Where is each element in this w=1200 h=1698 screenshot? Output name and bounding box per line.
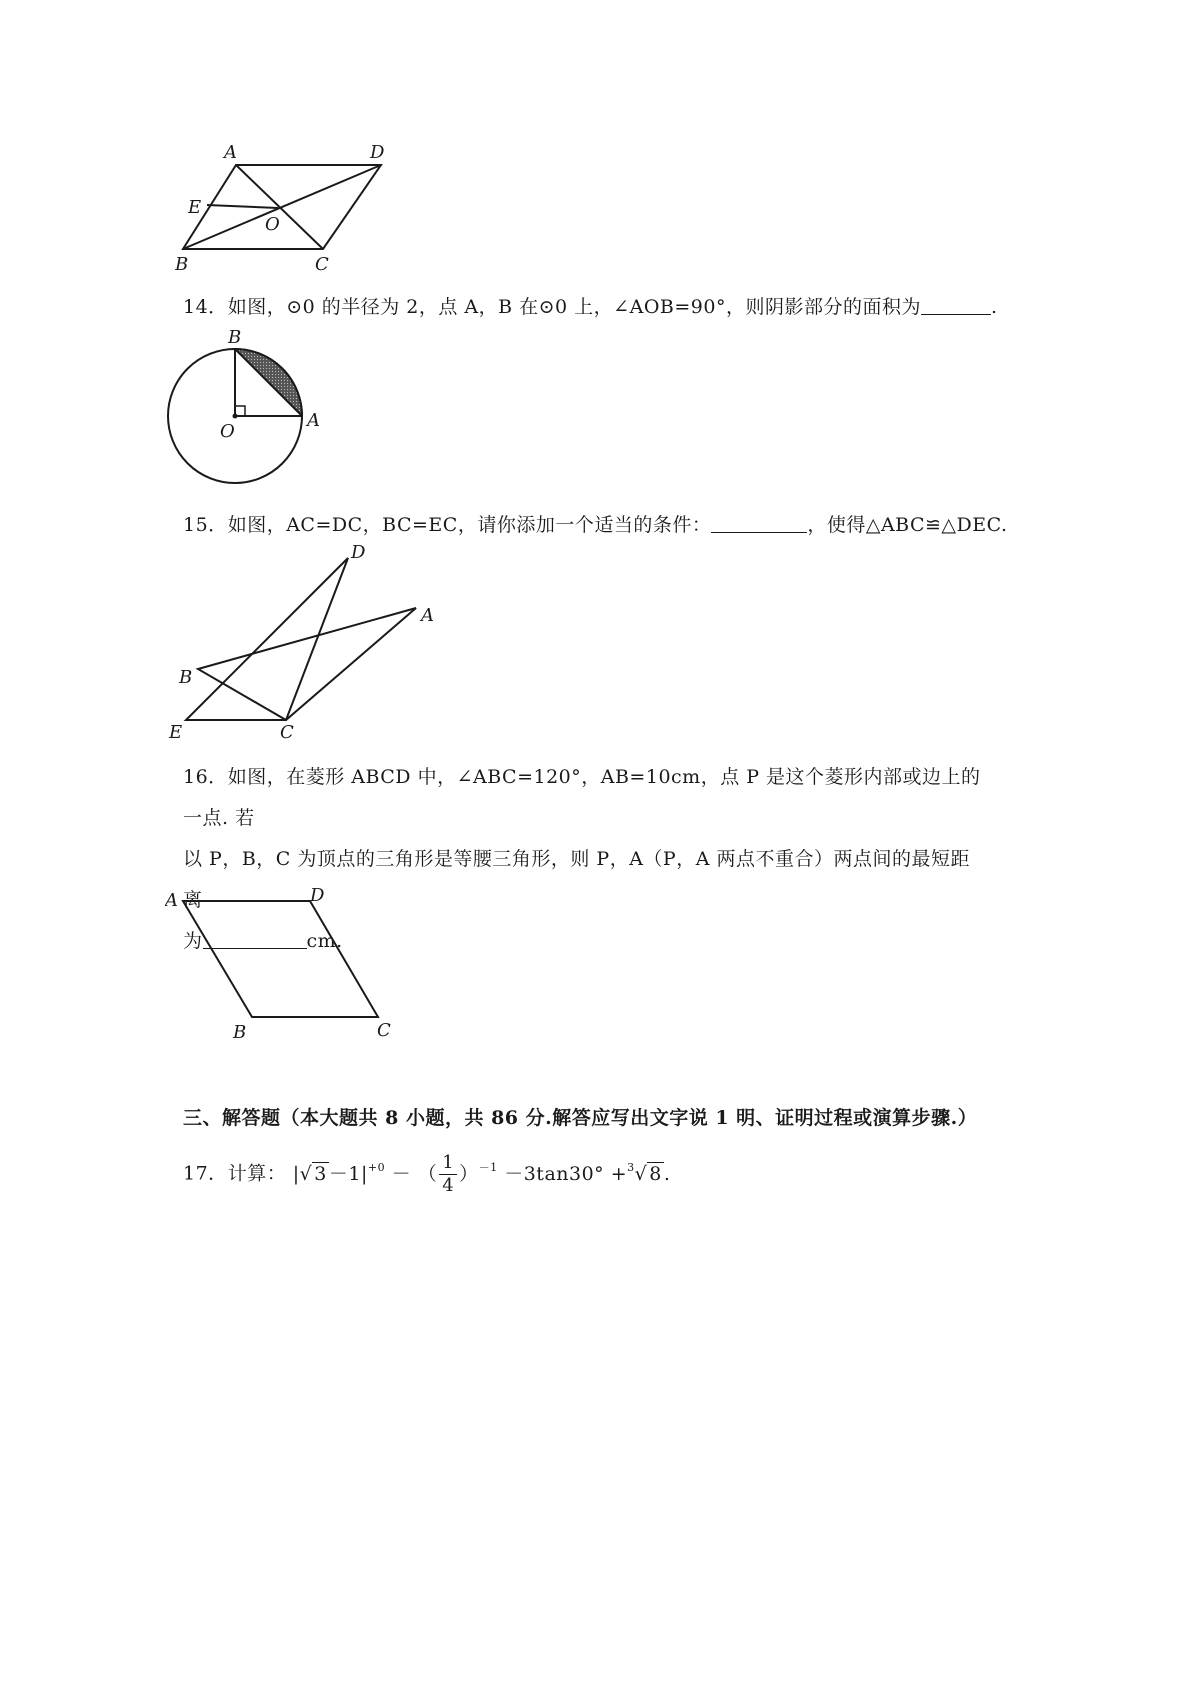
figure-rhombus-16 — [165, 882, 415, 1042]
question-15: 15．如图，AC=DC，BC=EC，请你添加一个适当的条件： ，使得△ABC≌△DEC. — [183, 514, 1008, 536]
label-a: A — [307, 410, 320, 431]
label-c: C — [315, 254, 329, 275]
question-16-line-3: 为 cm. — [183, 930, 343, 952]
question-number: 16． — [183, 766, 228, 788]
section-3-heading: 三、解答题（本大题共 8 小题，共 86 分.解答应写出文字说 1 明、证明过程或演算步骤.） — [183, 1107, 978, 1129]
figure-triangles-15 — [165, 540, 445, 745]
label-b: B — [228, 327, 242, 348]
figure-parallelogram-13 — [175, 140, 415, 275]
question-14: 14．如图，⊙0 的半径为 2，点 A，B 在⊙0 上，∠AOB=90°，则阴影部分的面积为 . — [183, 296, 998, 318]
label-e: E — [188, 197, 202, 218]
label-b: B — [179, 667, 193, 688]
question-number: 15． — [183, 514, 228, 536]
label-d: D — [310, 885, 325, 906]
label-a: A — [224, 142, 237, 163]
rhombus-abcd — [183, 901, 378, 1017]
segment-eo — [207, 205, 278, 208]
question-text: 如图，⊙0 的半径为 2，点 A，B 在⊙0 上，∠AOB=90°，则阴影部分的面积为 — [227, 296, 921, 318]
label-b: B — [175, 254, 189, 275]
question-16-line-1: 16．如图，在菱形 ABCD 中，∠ABC=120°，AB=10cm，点 P 是这个菱形内部或边上的一点. 若 — [183, 766, 981, 829]
question-17: 17．计算： |√ $3 -1|^{+0}$ － （ $\frac{1}{4}$ ）$^{-1}$ －3tan30° +$^3$√ 8 . — [183, 1152, 671, 1196]
triangle-dec — [186, 558, 348, 720]
label-c: C — [377, 1020, 391, 1041]
label-b: B — [233, 1022, 247, 1042]
question-16-line-2: 以 P，B，C 为顶点的三角形是等腰三角形，则 P，A（P，A 两点不重合）两点间的最短距离 — [183, 848, 970, 911]
question-text: 如图，AC=DC，BC=EC，请你添加一个适当的条件： — [227, 514, 712, 536]
label-a: A — [165, 890, 178, 911]
label-o: O — [220, 421, 235, 442]
label-e: E — [169, 722, 183, 743]
fraction-one-quarter: $\frac{1}{4}$ — [439, 1152, 457, 1197]
answer-blank[interactable] — [921, 296, 991, 315]
label-d: D — [351, 542, 366, 563]
label-c: C — [280, 722, 294, 743]
label-a: A — [421, 605, 434, 626]
center-point — [233, 414, 238, 419]
label-d: D — [370, 142, 385, 163]
question-number: 17． — [183, 1162, 228, 1185]
math-expression: |√ $3 -1|^{+0}$ － （ $\frac{1}{4}$ ）$^{-1}$ －3tan30° +$^3$√ 8 . — [292, 1152, 671, 1196]
question-number: 14． — [183, 296, 228, 318]
figure-circle-14 — [160, 325, 350, 505]
label-o: O — [265, 214, 280, 235]
answer-blank[interactable] — [711, 514, 807, 533]
